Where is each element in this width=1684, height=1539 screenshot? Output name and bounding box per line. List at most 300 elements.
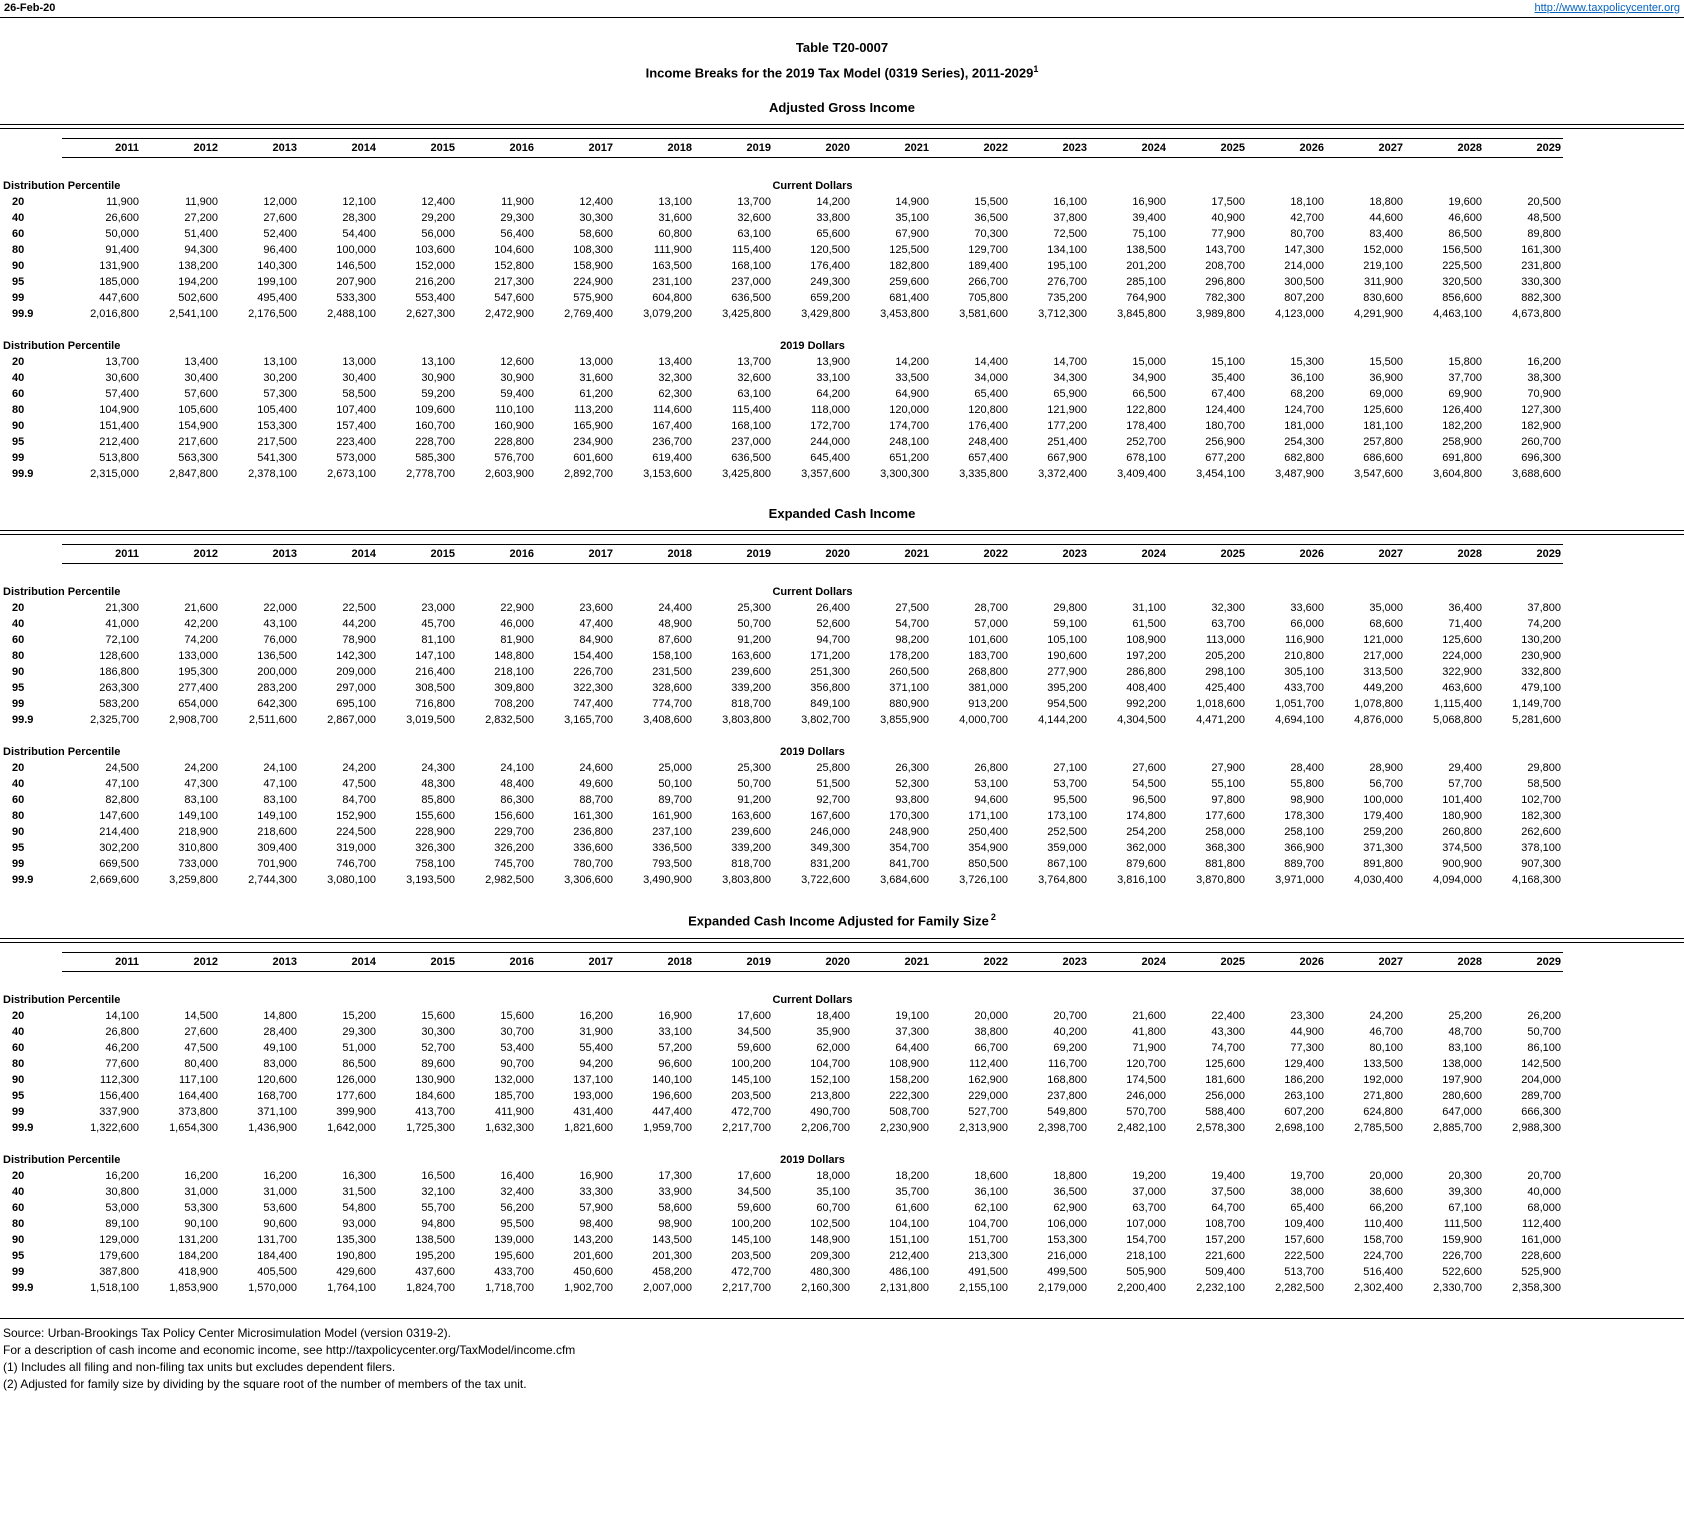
data-cell: 11,900 <box>185 196 218 209</box>
data-cell: 210,800 <box>1284 650 1324 663</box>
data-cell: 1,018,600 <box>1196 698 1245 711</box>
data-cell: 15,500 <box>974 196 1008 209</box>
spacer-row <box>0 482 1563 486</box>
percentile-label: 99.9 <box>12 308 34 321</box>
data-cell: 89,600 <box>421 1057 455 1070</box>
data-cell: 4,094,000 <box>1433 874 1482 887</box>
percentile-label: 95 <box>12 1249 25 1262</box>
spacer-row <box>0 322 1563 338</box>
data-cell: 71,900 <box>1132 1041 1166 1054</box>
data-cell: 27,900 <box>1211 762 1245 775</box>
data-cell: 495,400 <box>257 292 297 305</box>
data-cell: 32,100 <box>421 1185 455 1198</box>
data-cell: 429,600 <box>336 1265 376 1278</box>
data-cell: 25,300 <box>737 602 771 615</box>
data-cell: 337,900 <box>99 1105 139 1118</box>
data-cell: 25,000 <box>658 762 692 775</box>
data-cell: 66,000 <box>1290 618 1324 631</box>
year-header-cell: 2022 <box>931 952 1010 971</box>
data-cell: 12,100 <box>342 196 376 209</box>
data-cell: 221,600 <box>1205 1249 1245 1262</box>
data-cell: 204,000 <box>1521 1073 1561 1086</box>
percentile-label: 40 <box>12 778 25 791</box>
data-cell: 171,200 <box>810 650 850 663</box>
data-cell: 81,100 <box>421 634 455 647</box>
data-cell: 19,700 <box>1290 1169 1324 1182</box>
data-cell: 2,160,300 <box>801 1281 850 1294</box>
data-cell: 2,313,900 <box>959 1121 1008 1134</box>
percentile-label: 40 <box>12 372 25 385</box>
data-cell: 53,300 <box>184 1201 218 1214</box>
data-cell: 624,800 <box>1363 1105 1403 1118</box>
year-header <box>0 139 1563 158</box>
data-cell: 139,000 <box>494 1233 534 1246</box>
data-cell: 3,764,800 <box>1038 874 1087 887</box>
year-header <box>0 545 1563 564</box>
data-cell: 18,600 <box>974 1169 1008 1182</box>
data-cell: 218,900 <box>178 826 218 839</box>
income-section <box>0 912 1684 1299</box>
data-cell: 34,500 <box>737 1025 771 1038</box>
data-cell: 563,300 <box>178 452 218 465</box>
data-cell: 113,200 <box>574 404 613 417</box>
data-cell: 271,800 <box>1363 1089 1403 1102</box>
data-cell: 745,700 <box>494 858 534 871</box>
data-cell: 96,600 <box>658 1057 692 1070</box>
data-cell: 21,300 <box>105 602 139 615</box>
data-cell: 2,358,300 <box>1512 1281 1561 1294</box>
table-row <box>0 466 1563 482</box>
data-cell: 13,900 <box>816 356 850 369</box>
data-cell: 125,500 <box>889 244 929 257</box>
data-cell: 300,500 <box>1284 276 1324 289</box>
data-cell: 80,100 <box>1369 1041 1403 1054</box>
data-cell: 30,300 <box>421 1025 455 1038</box>
data-cell: 463,600 <box>1442 682 1482 695</box>
data-cell: 108,900 <box>1126 634 1166 647</box>
data-cell: 374,500 <box>1442 842 1482 855</box>
data-cell: 408,400 <box>1126 682 1166 695</box>
data-cell: 177,600 <box>1205 810 1245 823</box>
data-cell: 36,400 <box>1448 602 1482 615</box>
year-header-cell: 2025 <box>1168 952 1247 971</box>
year-header-cell: 2022 <box>931 139 1010 158</box>
percentile-label: 60 <box>12 1041 25 1054</box>
data-cell: 104,600 <box>494 244 534 257</box>
source-line: Source: Urban-Brookings Tax Policy Center Microsimulation Model (version 0319-2). <box>3 1325 451 1340</box>
data-cell: 2,673,100 <box>327 468 376 481</box>
data-cell: 570,700 <box>1126 1105 1166 1118</box>
data-cell: 31,500 <box>342 1185 376 1198</box>
data-cell: 158,100 <box>652 650 692 663</box>
data-cell: 224,900 <box>573 276 613 289</box>
year-header-cell: 2014 <box>299 545 378 564</box>
data-cell: 184,200 <box>178 1249 218 1262</box>
data-cell: 2,378,100 <box>248 468 297 481</box>
table-row <box>0 632 1563 648</box>
data-cell: 13,100 <box>421 356 455 369</box>
spacer-row <box>0 728 1563 744</box>
data-cell: 135,300 <box>336 1233 376 1246</box>
data-cell: 157,200 <box>1205 1233 1245 1246</box>
section-divider <box>0 938 1684 943</box>
data-cell: 152,800 <box>494 260 534 273</box>
data-cell: 18,000 <box>816 1169 850 1182</box>
data-cell: 107,000 <box>1126 1217 1166 1230</box>
data-cell: 160,900 <box>494 420 534 433</box>
data-cell: 161,300 <box>573 810 613 823</box>
data-cell: 677,200 <box>1205 452 1245 465</box>
data-cell: 15,800 <box>1448 356 1482 369</box>
data-cell: 1,149,700 <box>1512 698 1561 711</box>
data-cell: 18,100 <box>1290 196 1324 209</box>
data-cell: 35,100 <box>816 1185 850 1198</box>
data-cell: 254,300 <box>1284 436 1324 449</box>
data-cell: 129,700 <box>968 244 1008 257</box>
year-header-cell: 2012 <box>141 952 220 971</box>
data-cell: 780,700 <box>573 858 613 871</box>
data-cell: 29,800 <box>1053 602 1087 615</box>
data-cell: 56,200 <box>500 1201 534 1214</box>
percentile-label: 20 <box>12 1009 25 1022</box>
taxpolicycenter-link[interactable]: http://www.taxpolicycenter.org <box>1534 2 1680 14</box>
income-section <box>0 506 1684 892</box>
data-cell: 258,000 <box>1205 826 1245 839</box>
table-row <box>0 712 1563 728</box>
percentile-label: 95 <box>12 682 25 695</box>
data-cell: 161,300 <box>1521 244 1561 257</box>
spacer-row <box>0 1296 1563 1300</box>
data-cell: 81,900 <box>500 634 534 647</box>
data-cell: 22,400 <box>1211 1009 1245 1022</box>
data-cell: 156,400 <box>99 1089 139 1102</box>
year-header-cell: 2017 <box>536 545 615 564</box>
table-row <box>0 1216 1563 1232</box>
data-cell: 14,500 <box>184 1009 218 1022</box>
data-cell: 190,600 <box>1047 650 1087 663</box>
data-cell: 354,700 <box>889 842 929 855</box>
data-cell: 94,700 <box>816 634 850 647</box>
data-cell: 195,100 <box>1047 260 1087 273</box>
data-cell: 3,604,800 <box>1433 468 1482 481</box>
data-cell: 138,200 <box>178 260 218 273</box>
income-description-line: For a description of cash income and economic income, see http://taxpolicycenter.org/TaxModel/income.cfm <box>3 1342 576 1357</box>
data-cell: 90,700 <box>500 1057 534 1070</box>
data-cell: 108,700 <box>1205 1217 1245 1230</box>
data-cell: 230,900 <box>1521 650 1561 663</box>
data-cell: 199,100 <box>257 276 297 289</box>
spacer-cell <box>0 322 1563 338</box>
year-header-cell: 2022 <box>931 545 1010 564</box>
data-cell: 168,800 <box>1047 1073 1087 1086</box>
data-cell: 94,600 <box>974 794 1008 807</box>
data-cell: 51,500 <box>816 778 850 791</box>
data-cell: 27,100 <box>1053 762 1087 775</box>
data-cell: 178,400 <box>1126 420 1166 433</box>
data-cell: 27,500 <box>895 602 929 615</box>
income-section <box>0 100 1684 486</box>
table-row <box>0 600 1563 616</box>
data-cell: 24,200 <box>184 762 218 775</box>
spacer-cell <box>0 1296 1563 1300</box>
percentile-label: 80 <box>12 244 25 257</box>
data-cell: 47,300 <box>184 778 218 791</box>
data-cell: 33,500 <box>895 372 929 385</box>
data-cell: 63,700 <box>1132 1201 1166 1214</box>
year-header-cell: 2012 <box>141 139 220 158</box>
data-cell: 184,400 <box>257 1249 297 1262</box>
data-cell: 77,300 <box>1290 1041 1324 1054</box>
data-cell: 104,700 <box>968 1217 1008 1230</box>
data-cell: 336,500 <box>652 842 692 855</box>
year-header-cell: 2013 <box>220 139 299 158</box>
data-cell: 28,400 <box>263 1025 297 1038</box>
data-cell: 31,000 <box>263 1185 297 1198</box>
data-cell: 226,700 <box>1442 1249 1482 1262</box>
data-cell: 4,000,700 <box>959 714 1008 727</box>
data-cell: 3,989,800 <box>1196 308 1245 321</box>
data-cell: 3,816,100 <box>1117 874 1166 887</box>
data-cell: 1,902,700 <box>564 1281 613 1294</box>
year-header-cell: 2011 <box>62 139 141 158</box>
data-cell: 222,500 <box>1284 1249 1324 1262</box>
data-cell: 152,000 <box>1363 244 1403 257</box>
data-cell: 302,200 <box>99 842 139 855</box>
percentile-label: 90 <box>12 1233 25 1246</box>
data-cell: 3,193,500 <box>406 874 455 887</box>
data-cell: 61,600 <box>895 1201 929 1214</box>
data-cell: 217,500 <box>257 436 297 449</box>
data-cell: 3,581,600 <box>959 308 1008 321</box>
data-cell: 708,200 <box>494 698 534 711</box>
data-cell: 645,400 <box>810 452 850 465</box>
data-cell: 91,200 <box>737 634 771 647</box>
spacer-cell <box>0 564 1563 585</box>
year-header-cell: 2019 <box>694 139 773 158</box>
data-cell: 14,800 <box>263 1009 297 1022</box>
year-header-cell: 2027 <box>1326 139 1405 158</box>
data-cell: 14,400 <box>974 356 1008 369</box>
data-cell: 196,600 <box>652 1089 692 1102</box>
data-cell: 320,500 <box>1442 276 1482 289</box>
data-cell: 4,673,800 <box>1512 308 1561 321</box>
data-cell: 882,300 <box>1521 292 1561 305</box>
year-header-cell: 2016 <box>457 139 536 158</box>
percentile-label: 40 <box>12 212 25 225</box>
data-cell: 490,700 <box>810 1105 850 1118</box>
data-cell: 2,325,700 <box>90 714 139 727</box>
data-cell: 26,600 <box>105 212 139 225</box>
data-cell: 880,900 <box>889 698 929 711</box>
data-cell: 152,900 <box>336 810 376 823</box>
dollar-type-label: Current Dollars <box>772 586 853 599</box>
data-cell: 182,200 <box>1442 420 1482 433</box>
data-cell: 2,232,100 <box>1196 1281 1245 1294</box>
data-cell: 189,400 <box>968 260 1008 273</box>
data-cell: 102,500 <box>810 1217 850 1230</box>
data-cell: 224,700 <box>1363 1249 1403 1262</box>
data-cell: 705,800 <box>968 292 1008 305</box>
data-cell: 30,200 <box>263 372 297 385</box>
data-cell: 856,600 <box>1442 292 1482 305</box>
data-cell: 185,700 <box>494 1089 534 1102</box>
data-cell: 954,500 <box>1047 698 1087 711</box>
dollar-type-label: 2019 Dollars <box>780 1153 845 1166</box>
data-cell: 12,400 <box>421 196 455 209</box>
data-cell: 2,541,100 <box>169 308 218 321</box>
data-cell: 27,600 <box>263 212 297 225</box>
data-cell: 575,900 <box>573 292 613 305</box>
data-cell: 378,100 <box>1521 842 1561 855</box>
year-header-cell: 2020 <box>773 952 852 971</box>
year-header-cell: 2013 <box>220 952 299 971</box>
row-label-header: Distribution Percentile <box>3 180 121 193</box>
percentile-label: 40 <box>12 1185 25 1198</box>
data-cell: 193,000 <box>573 1089 613 1102</box>
data-cell: 229,000 <box>968 1089 1008 1102</box>
percentile-label: 20 <box>12 1169 25 1182</box>
year-header-cell: 2024 <box>1089 139 1168 158</box>
data-cell: 701,900 <box>257 858 297 871</box>
data-cell: 283,200 <box>257 682 297 695</box>
data-cell: 310,800 <box>178 842 218 855</box>
data-cell: 411,900 <box>495 1105 534 1118</box>
data-cell: 339,200 <box>731 842 771 855</box>
data-cell: 4,144,200 <box>1038 714 1087 727</box>
table-row <box>0 1200 1563 1216</box>
table-row <box>0 616 1563 632</box>
data-cell: 553,400 <box>415 292 455 305</box>
data-cell: 108,900 <box>889 1057 929 1070</box>
data-cell: 160,700 <box>415 420 455 433</box>
percentile-label: 80 <box>12 810 25 823</box>
percentile-label: 99 <box>12 698 25 711</box>
data-cell: 89,100 <box>105 1217 139 1230</box>
year-header-cell: 2029 <box>1484 952 1563 971</box>
data-cell: 29,200 <box>421 212 455 225</box>
data-cell: 36,100 <box>974 1185 1008 1198</box>
data-cell: 2,885,700 <box>1433 1121 1482 1134</box>
data-cell: 112,300 <box>100 1073 139 1086</box>
percentile-label: 99 <box>12 452 25 465</box>
data-cell: 12,000 <box>263 196 297 209</box>
data-cell: 50,700 <box>1527 1025 1561 1038</box>
data-cell: 50,700 <box>737 778 771 791</box>
data-cell: 179,600 <box>99 1249 139 1262</box>
data-cell: 170,300 <box>889 810 929 823</box>
data-cell: 98,400 <box>579 1217 613 1230</box>
data-cell: 22,000 <box>263 602 297 615</box>
footnote-marker: 2 <box>990 912 996 923</box>
title-block <box>0 40 1684 80</box>
data-cell: 225,500 <box>1442 260 1482 273</box>
data-cell: 93,000 <box>342 1217 376 1230</box>
data-cell: 94,800 <box>421 1217 455 1230</box>
data-cell: 280,600 <box>1442 1089 1482 1102</box>
data-cell: 3,409,400 <box>1117 468 1166 481</box>
year-header-cell: 2023 <box>1010 545 1089 564</box>
data-cell: 371,100 <box>889 682 929 695</box>
data-cell: 447,400 <box>652 1105 692 1118</box>
table-row <box>0 648 1563 664</box>
row-label-header: Distribution Percentile <box>3 586 121 599</box>
data-cell: 3,712,300 <box>1038 308 1087 321</box>
spacer-row <box>0 1136 1563 1152</box>
data-cell: 200,000 <box>257 666 297 679</box>
data-cell: 214,000 <box>1284 260 1324 273</box>
data-cell: 68,000 <box>1527 1201 1561 1214</box>
data-cell: 830,600 <box>1363 292 1403 305</box>
data-cell: 100,200 <box>731 1217 771 1230</box>
data-cell: 311,900 <box>1364 276 1403 289</box>
data-cell: 49,600 <box>579 778 613 791</box>
data-cell: 213,800 <box>810 1089 850 1102</box>
data-cell: 195,200 <box>415 1249 455 1262</box>
data-cell: 373,800 <box>178 1105 218 1118</box>
data-cell: 27,200 <box>184 212 218 225</box>
data-cell: 78,900 <box>342 634 376 647</box>
footnotes <box>0 1319 1684 1403</box>
table-row <box>0 1104 1563 1120</box>
data-cell: 63,100 <box>737 228 771 241</box>
data-cell: 647,000 <box>1442 1105 1482 1118</box>
data-cell: 216,000 <box>1047 1249 1087 1262</box>
data-cell: 55,400 <box>579 1041 613 1054</box>
data-cell: 3,372,400 <box>1038 468 1087 481</box>
data-cell: 437,600 <box>415 1265 455 1278</box>
data-cell: 2,217,700 <box>722 1281 771 1294</box>
data-cell: 2,982,500 <box>485 874 534 887</box>
data-cell: 18,200 <box>895 1169 929 1182</box>
year-header-cell: 2025 <box>1168 139 1247 158</box>
data-cell: 262,600 <box>1521 826 1561 839</box>
data-cell: 433,700 <box>1284 682 1324 695</box>
data-cell: 34,900 <box>1132 372 1166 385</box>
data-table <box>0 952 1563 1300</box>
data-cell: 23,000 <box>421 602 455 615</box>
data-cell: 74,200 <box>184 634 218 647</box>
data-cell: 3,080,100 <box>327 874 376 887</box>
data-cell: 228,900 <box>415 826 455 839</box>
data-cell: 30,600 <box>105 372 139 385</box>
data-cell: 201,300 <box>652 1249 692 1262</box>
data-cell: 14,700 <box>1053 356 1087 369</box>
data-cell: 758,100 <box>415 858 455 871</box>
data-cell: 161,000 <box>1521 1233 1561 1246</box>
percentile-label: 60 <box>12 388 25 401</box>
data-cell: 122,800 <box>1126 404 1166 417</box>
spacer-cell <box>0 158 1563 179</box>
data-cell: 176,400 <box>810 260 850 273</box>
table-row <box>0 1088 1563 1104</box>
data-cell: 168,100 <box>731 420 771 433</box>
data-cell: 110,400 <box>1364 1217 1403 1230</box>
spacer-row <box>0 564 1563 585</box>
year-header-cell: 2026 <box>1247 139 1326 158</box>
block-header-row <box>0 178 1563 194</box>
table-row <box>0 1248 1563 1264</box>
data-cell: 431,400 <box>573 1105 613 1118</box>
data-cell: 117,100 <box>179 1073 218 1086</box>
data-cell: 69,900 <box>1448 388 1482 401</box>
data-cell: 53,400 <box>500 1041 534 1054</box>
year-header-cell: 2018 <box>615 545 694 564</box>
data-cell: 158,200 <box>889 1073 929 1086</box>
data-cell: 146,500 <box>336 260 376 273</box>
table-row <box>0 664 1563 680</box>
percentile-label: 99.9 <box>12 714 34 727</box>
data-cell: 257,800 <box>1363 436 1403 449</box>
